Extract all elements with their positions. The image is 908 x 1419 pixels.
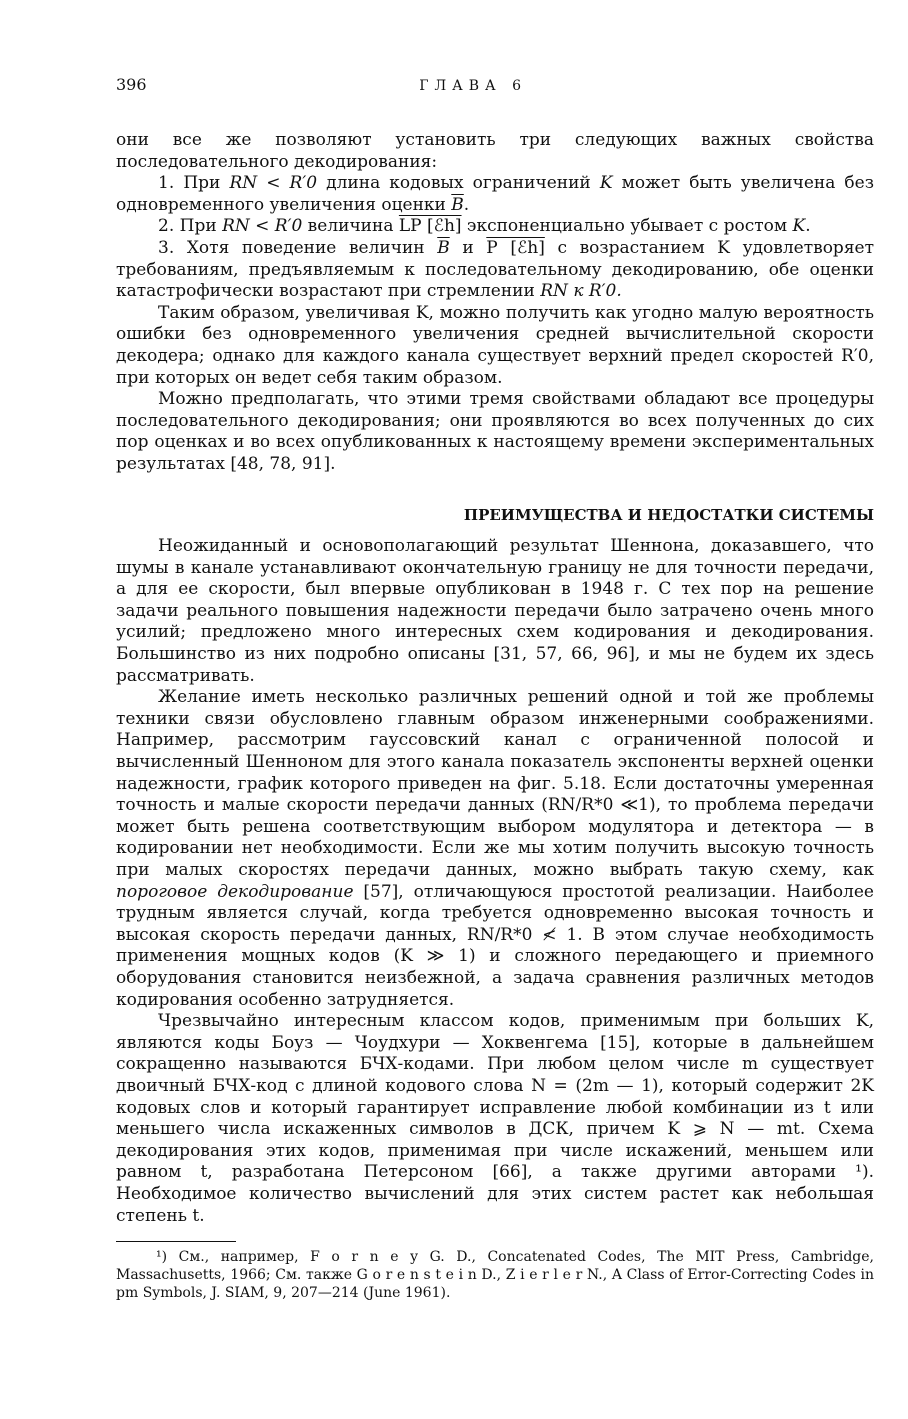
intro-paragraph: они все же позволяют установить три следующих важных свойства последовательного декодирования:: [116, 130, 874, 172]
footnote-rule: [116, 1241, 236, 1242]
rn-expression: RN < R′0: [229, 173, 318, 194]
paragraph-thus: Таким образом, увеличивая K, можно получить как угодно малую вероятность ошибки без одновременного увеличения средней вычислительной скорости декодера; однако для каждого канала существует верхний предел скоростей R′0, при которых он ведет себя таким образом.: [116, 302, 874, 388]
property-2: 2. При RN < R′0 величина LP [ℰh] экспоненциально убывает с ростом K.: [158, 216, 811, 237]
page-number: 396: [116, 75, 147, 94]
property-1: 1. При RN < R′0 длина кодовых ограничений K может быть увеличена без одновременного увеличения оценки $\overline{B}$.: [116, 173, 875, 215]
section-heading: ПРЕИМУЩЕСТВА И НЕДОСТАТКИ СИСТЕМЫ: [463, 505, 874, 524]
chapter-title: ГЛАВА 6: [419, 78, 527, 94]
paragraph-2: Желание иметь несколько различных решений одной и той же проблемы техники связи обусловлено главным образом инженерными соображениями. Например, рассмотрим гауссовский канал с ограниченной полосой и вычисленный Шенноном для этого канала показатель экспоненты верхней оценки надежности, график которого приведен на фиг. 5.18. Если достаточны умеренная точность и малые скорости передачи данных (RN/R*0 ≪1), то проблема передачи может быть решена соответствующим выбором модулятора и детектора — в кодировании нет необходимости. Если же мы хотим получить высокую точность при малых скоростях передачи данных, можно выбрать такую схему, как пороговое декодирование [57], отличающуюся простотой реализации. Наиболее трудным является случай, когда требуется одновременно высокая точность и высокая скорость передачи данных, RN/R*0 ≮ 1. В этом случае необходимость применения мощных кодов (K ≫ 1) и сложного передающего и приемного оборудования становится неизбежной, а задача сравнения различных методов кодирования особенно затрудняется.: [116, 687, 874, 1010]
paragraph-3: Чрезвычайно интересным классом кодов, применимым при больших K, являются коды Боуз — Чоудхури — Хоквенгема [15], которые в дальнейшем сокращенно называются БЧХ-кодами. При любом целом числе m существует двоичный БЧХ-код с длиной кодового слова N = (2m — 1), который содержит 2K кодовых слов и который гарантирует исправление любой комбинации из t или меньшего числа искаженных символов в ДСК, причем K ⩾ N — mt. Схема декодирования этих кодов, применимая при числе искажений, меньшем или равном t, разработана Петерсоном [66], а также другими авторами ¹). Необходимое количество вычислений для этих систем растет как небольшая степень t.: [116, 1011, 874, 1226]
paragraph-1: Неожиданный и основополагающий результат Шеннона, доказавшего, что шумы в канале устанавливают окончательную границу не для точности передачи, а для ее скорости, был впервые опубликован в 1948 г. С тех пор на решение задачи реального повышения надежности передачи было затрачено очень много усилий; предложено много интересных схем кодирования и декодирования. Большинство из них подробно описаны [31, 57, 66, 96], и мы не будем их здесь рассматривать.: [116, 536, 874, 686]
page-header: [116, 74, 874, 104]
footnote: ¹) См., например, F o r n e y G. D., Concatenated Codes, The MIT Press, Cambridge, Massachusetts, 1966; См. также G o r e n s t e i n D., Z i e r l e r N., A Class of Error-Correcting Codes in pm Symbols, J. SIAM, 9, 207—214 (June 1961).: [116, 1249, 874, 1302]
property-3: 3. Хотя поведение величин $\overline{B}$ и P [ℰh] с возрастанием K удовлетворяет требованиям, предъявляемым к последовательному декодированию, обе оценки катастрофически возрастают при стремлении RN к R′0.: [116, 237, 875, 302]
paragraph-assume: Можно предполагать, что этими тремя свойствами обладают все процедуры последовательного декодирования; они проявляются во всех полученных до сих пор оценках и во всех опубликованных к настоящему времени экспериментальных результатах [48, 78, 91].: [116, 389, 874, 474]
threshold-decoding-term: пороговое декодирование: [116, 881, 354, 902]
